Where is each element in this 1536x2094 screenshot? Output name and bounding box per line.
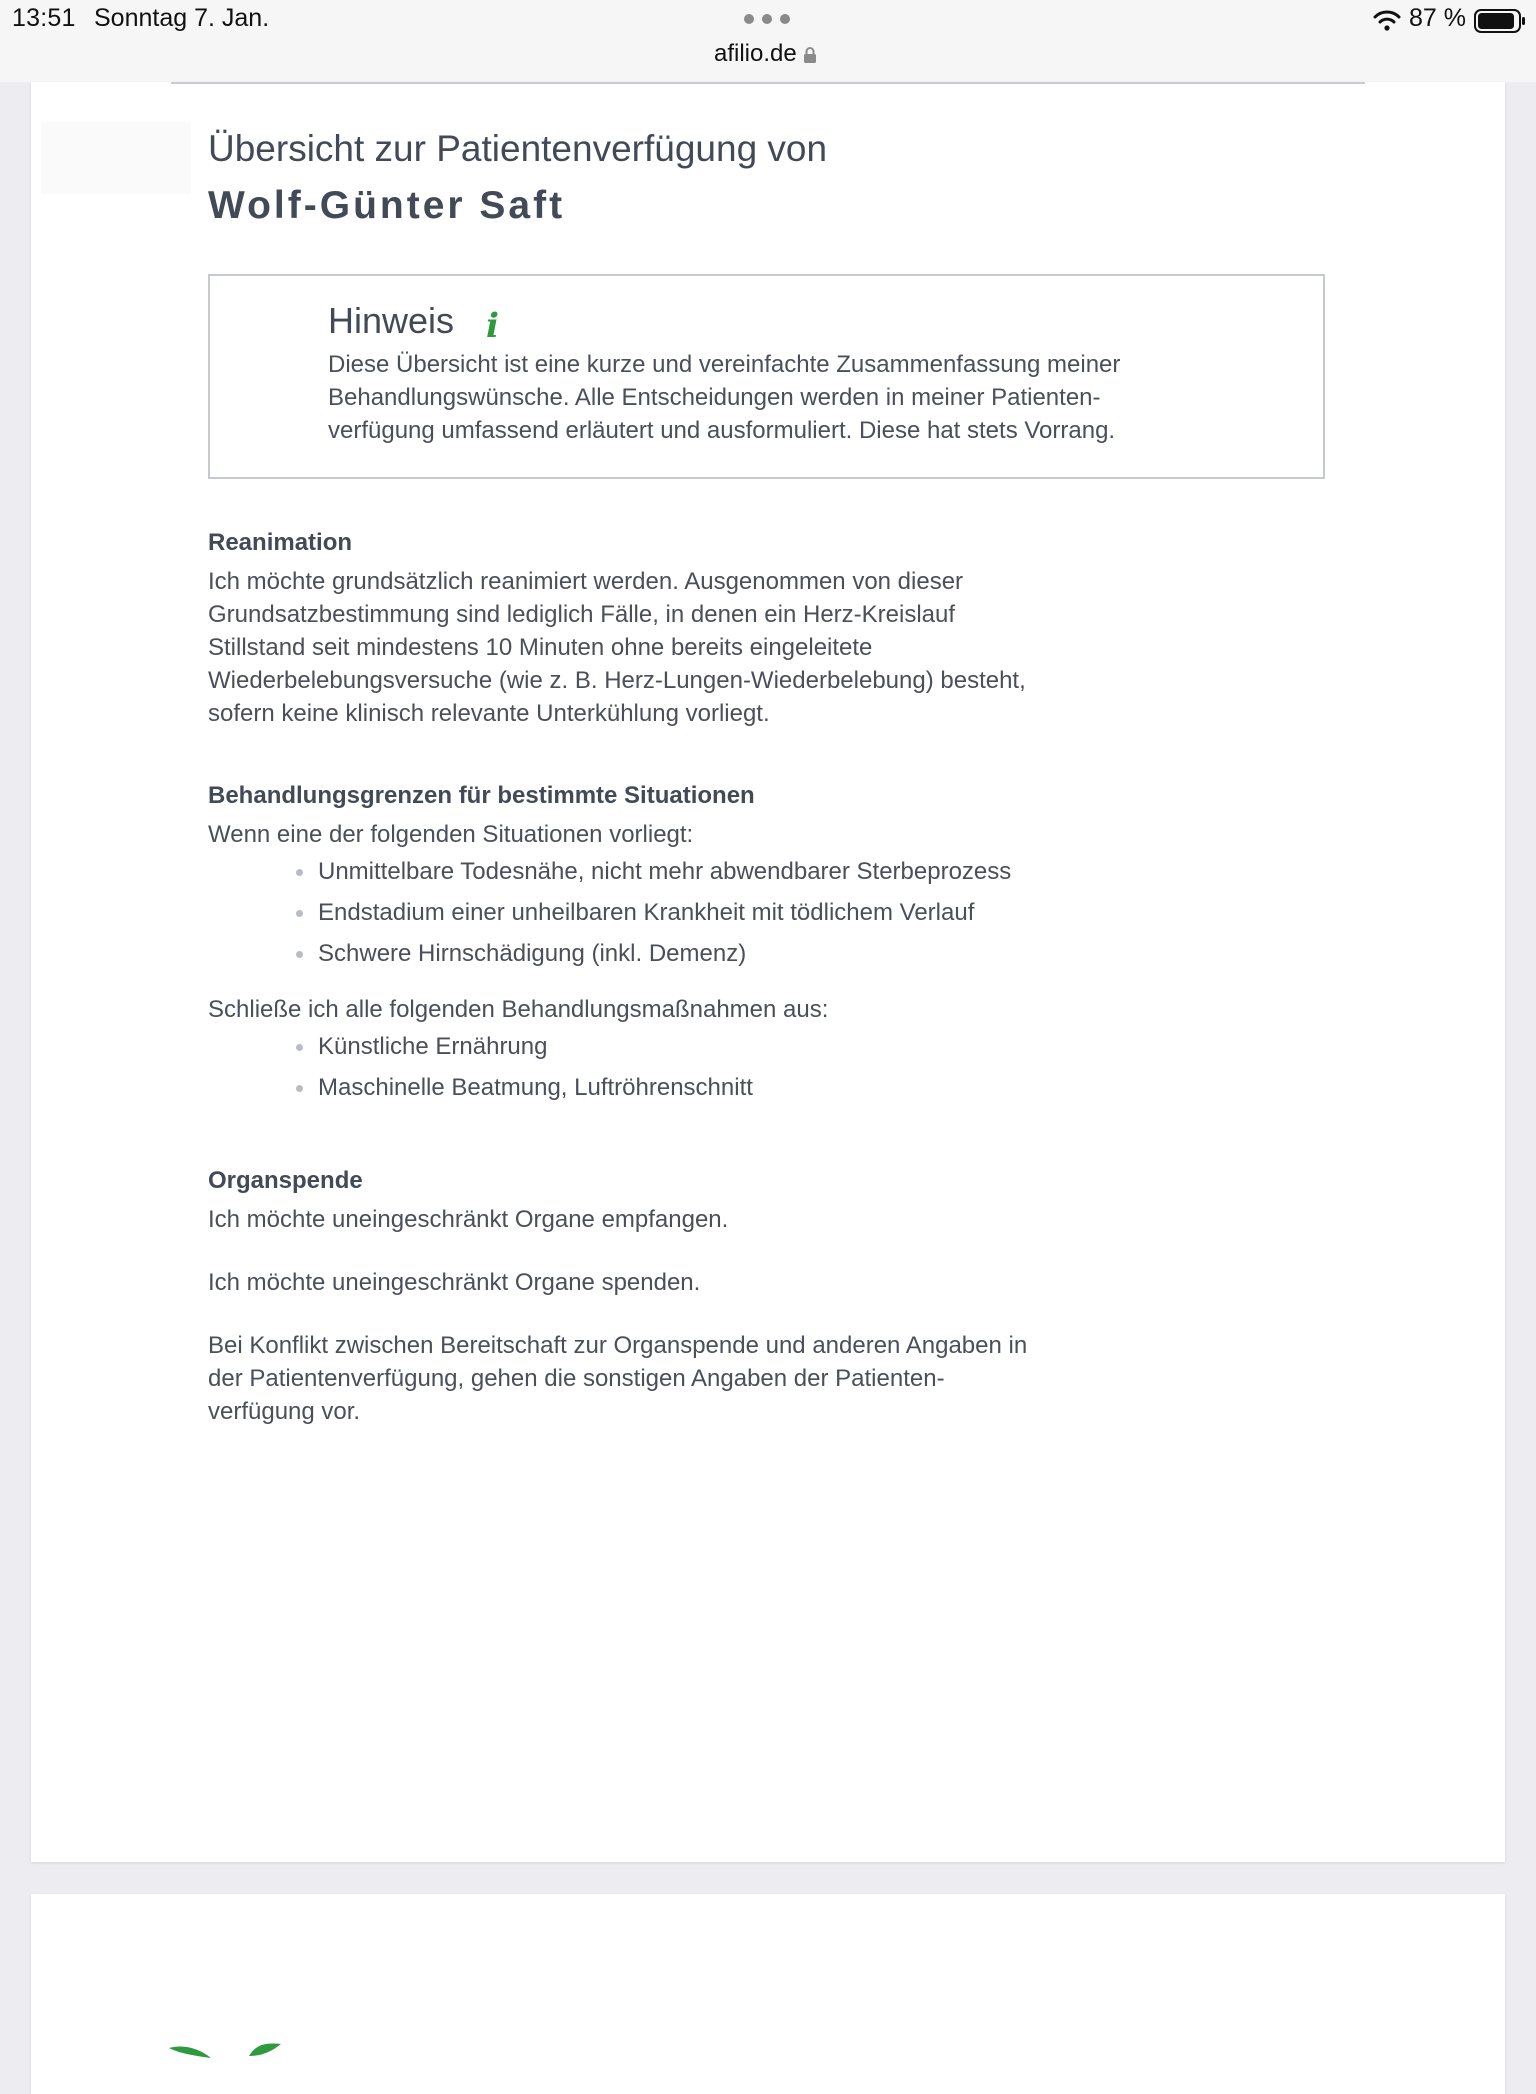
organ-conflict-line: verfügung vor. — [208, 1398, 361, 1425]
organ-conflict-line: der Patientenverfügung, gehen die sonstigen Angaben der Patienten- — [208, 1365, 945, 1392]
info-icon: i — [486, 306, 499, 346]
reanimation-line: Grundsatzbestimmung sind lediglich Fälle, in denen ein Herz-Kreislauf — [208, 601, 956, 628]
battery-icon — [1474, 8, 1526, 34]
lock-icon — [803, 47, 817, 63]
organ-conflict-line: Bei Konflikt zwischen Bereitschaft zur Organspende und anderen Angaben in — [208, 1332, 1028, 1359]
situations-intro: Wenn eine der folgenden Situationen vorliegt: — [208, 821, 694, 848]
reanimation-line: Ich möchte grundsätzlich reanimiert werden. Ausgenommen von dieser — [208, 568, 964, 595]
situations-list — [208, 851, 1108, 974]
section-heading: Organspende — [208, 1167, 363, 1194]
address-bar[interactable] — [714, 40, 817, 68]
section-treatment-limits — [208, 781, 1108, 1108]
note-text — [328, 348, 1228, 447]
reanimation-line: Wiederbelebungsversuche (wie z. B. Herz-Lungen-Wiederbelebung) besteht, — [208, 667, 1026, 694]
list-item: Unmittelbare Todesnähe, nicht mehr abwendbarer Sterbeprozess — [318, 851, 1108, 892]
section-organ-donation — [208, 1166, 1108, 1428]
multitasking-dots-icon[interactable] — [744, 14, 790, 24]
measures-intro: Schließe ich alle folgenden Behandlungsmaßnahmen aus: — [208, 996, 829, 1023]
list-item: Maschinelle Beatmung, Luftröhrenschnitt — [318, 1067, 1108, 1108]
note-box — [208, 274, 1325, 479]
list-item: Endstadium einer unheilbaren Krankheit mit tödlichem Verlauf — [318, 892, 1108, 933]
top-divider — [171, 82, 1365, 84]
url-text: afilio.de — [714, 40, 797, 67]
status-date: Sonntag 7. Jan. — [94, 4, 270, 32]
document-page — [31, 82, 1505, 1862]
leaf-logo-icon — [169, 2034, 289, 2074]
section-reanimation — [208, 528, 1108, 730]
patient-name: Wolf-Günter Saft — [208, 184, 566, 227]
organ-receive: Ich möchte uneingeschränkt Organe empfangen. — [208, 1206, 729, 1233]
battery-percent: 87 % — [1409, 4, 1466, 32]
section-heading: Behandlungsgrenzen für bestimmte Situationen — [208, 782, 755, 809]
note-line: Diese Übersicht ist eine kurze und vereinfachte Zusammenfassung meiner — [328, 351, 1121, 378]
next-document-page — [31, 1894, 1505, 2094]
reanimation-line: sofern keine klinisch relevante Unterkühlung vorliegt. — [208, 700, 770, 727]
note-line: verfügung umfassend erläutert und ausformuliert. Diese hat stets Vorrang. — [328, 417, 1116, 444]
reanimation-line: Stillstand seit mindestens 10 Minuten ohne bereits eingeleitete — [208, 634, 873, 661]
section-heading: Reanimation — [208, 529, 353, 556]
organ-donate: Ich möchte uneingeschränkt Organe spenden. — [208, 1269, 701, 1296]
measures-list — [208, 1026, 1108, 1108]
status-indicators — [1373, 4, 1526, 33]
status-bar — [0, 0, 1536, 82]
list-item: Schwere Hirnschädigung (inkl. Demenz) — [318, 933, 1108, 974]
logo-placeholder — [41, 122, 191, 194]
list-item: Künstliche Ernährung — [318, 1026, 1108, 1067]
wifi-icon — [1373, 9, 1401, 31]
note-title: Hinweis — [328, 300, 455, 341]
note-line: Behandlungswünsche. Alle Entscheidungen werden in meiner Patienten- — [328, 384, 1101, 411]
page-title: Übersicht zur Patientenverfügung von — [208, 128, 828, 169]
status-time: 13:51 — [12, 4, 76, 32]
